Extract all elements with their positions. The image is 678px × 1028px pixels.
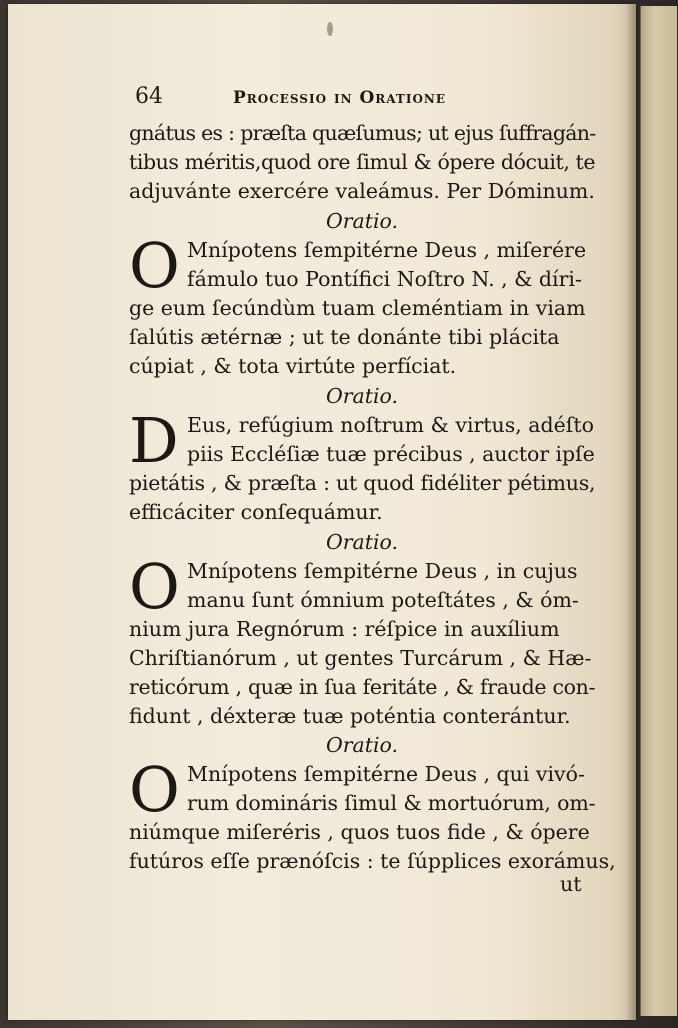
prayer-paragraph [129,550,596,731]
text-line: fidunt , déxteræ tuæ poténtia conterántur. [129,704,571,728]
text-line: efficáciter conſequámur. [129,500,383,524]
page-gutter-shadow [626,4,636,1020]
prayer-heading: Oratio. [325,733,399,757]
prayer-heading: Oratio. [325,530,399,554]
text-line: gnátus es : præſta quæſumus; ut ejus ſuffragán- [129,121,596,145]
text-line: Mnípotens ſempitérne Deus , qui vivó- [187,762,585,786]
text-line: manu ſunt ómnium poteſtátes , & óm- [187,588,579,612]
text-line: adjuvánte exercére valeámus. Per Dóminum. [129,179,595,203]
drop-cap: D [129,404,179,477]
text-line: Eus, refúgium noſtrum & virtus, adéſto [187,413,594,437]
prayer-paragraph [129,404,596,527]
text-line: ſalútis ætérnæ ; ut te donánte tibi plácita [129,325,560,349]
prayer-paragraph [129,229,595,381]
running-title: Processio in Oratione [233,88,447,108]
next-page-edge [640,6,677,1016]
catchword: ut [560,872,582,896]
text-line: ge eum ſecúndùm tuam cleméntiam in viam [129,296,586,320]
text-line: rum domináris ſimul & mortuórum, om- [187,791,596,815]
text-line: Mnípotens ſempitérne Deus , in cujus [187,559,578,583]
text-line: Mnípotens ſempitérne Deus , miſerére [187,238,587,262]
text-line: reticórum , quæ in ſua feritáte , & fraude con- [129,675,596,699]
prayer-heading: Oratio. [325,384,399,408]
text-line: nium jura Regnórum : réſpice in auxílium [129,617,560,641]
text-line: cúpiat , & tota virtúte perfíciat. [129,354,457,378]
text-line: piis Eccléſiæ tuæ précibus , auctor ipſe [187,442,595,466]
page-header [135,84,605,114]
drop-cap: O [129,753,180,826]
text-line: futúros eſſe prænóſcis : te ſúpplices exorámus, [129,849,616,873]
drop-cap: O [129,550,180,623]
ink-smudge [327,22,333,36]
text-line: fámulo tuo Pontífici Noſtro N. , & díri- [187,267,582,291]
text-line: Chriſtianórum , ut gentes Turcárum , & Hæ- [129,646,592,670]
text-line: pietátis , & præſta : ut quod fidéliter pétimus, [129,471,596,495]
page-number: 64 [135,84,163,109]
drop-cap: O [129,229,180,302]
prayer-heading: Oratio. [325,209,399,233]
text-line: niúmque miſeréris , quos tuos fide , & ópere [129,820,590,844]
prayer-paragraph [129,753,616,876]
text-line: tibus méritis,quod ore ſimul & ópere dócuit, te [129,150,596,174]
intro-text [129,119,595,206]
